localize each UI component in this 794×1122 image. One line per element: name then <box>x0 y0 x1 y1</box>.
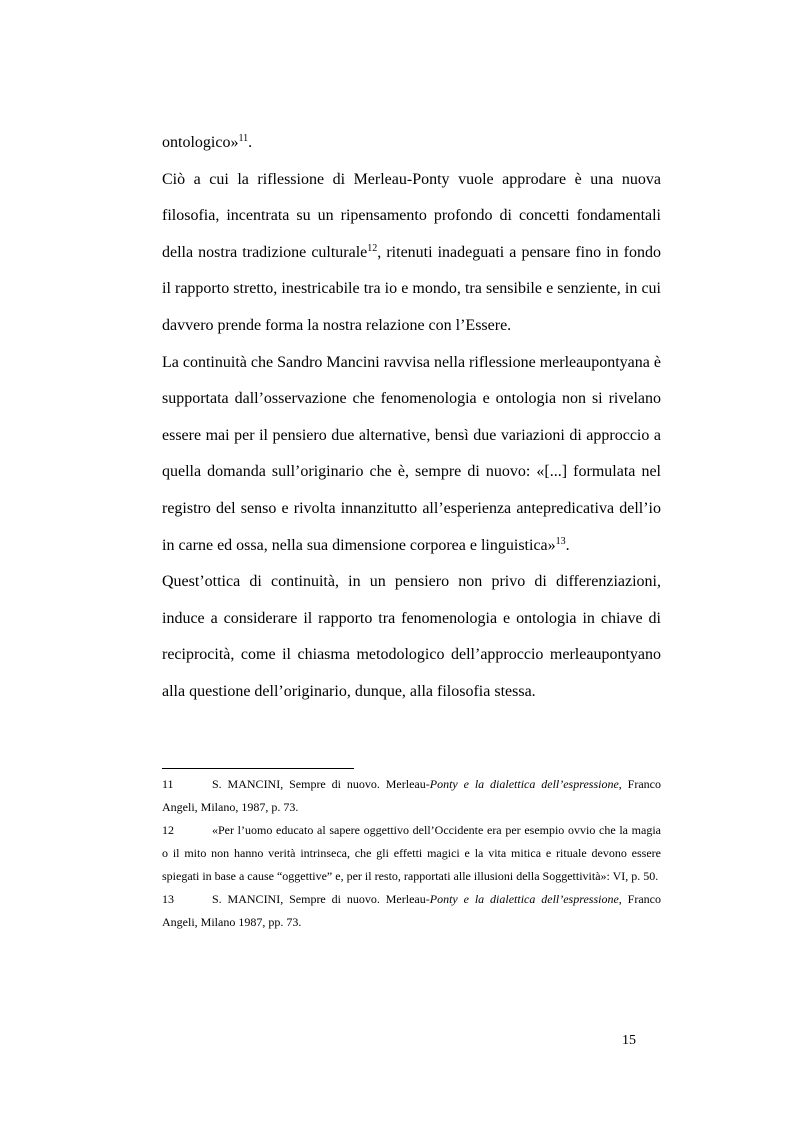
footnote-number: 13 <box>162 892 174 906</box>
paragraph-2: Ciò a cui la riflessione di Merleau-Ponty vuole approdare è una nuova filosofia, incentrata su un ripensamento profondo di concetti fondamentali della nostra tradizione culturale$^{12}$, ritenuti inadeguati a pensare fino in fondo il rapporto stretto, inestricabile tra io e mondo, tra sensibile e senziente, in cui davvero prende forma la nostra relazione con l’Essere. <box>162 170 662 334</box>
footnote-separator <box>162 768 354 769</box>
body-text <box>162 125 661 711</box>
footnote-13: 13 S. MANCINI, Sempre di nuovo. Merleau-Ponty e la dialettica dell’espressione, Franco Angeli, Milano 1987, pp. 73. <box>162 888 661 934</box>
footnote-11: 11 S. MANCINI, Sempre di nuovo. Merleau-Ponty e la dialettica dell’espressione, Franco Angeli, Milano, 1987, p. 73. <box>162 773 661 819</box>
footnote-12: 12 «Per l’uomo educato al sapere oggettivo dell’Occidente era per esempio ovvio che la magia o il mito non hanno verità intrinseca, che gli effetti magici e la vita mitica e rituale devono essere spiegati in base a cause “oggettive” e, per il resto, rapportati alle illusioni della Soggettività»: VI, p. 50. <box>162 819 661 888</box>
footnote-number: 12 <box>162 823 174 837</box>
paragraph-4: Quest’ottica di continuità, in un pensiero non privo di differenziazioni, induce a considerare il rapporto tra fenomenologia e ontologia in chiave di reciprocità, come il chiasma metodologico dell’approccio merleaupontyano alla questione dell’originario, dunque, alla filosofia stessa. <box>162 573 661 700</box>
footnotes <box>162 773 661 934</box>
page-number: 15 <box>622 1033 636 1048</box>
paragraph-1: ontologico»$^{11}$. <box>162 133 253 151</box>
footnote-ref-12[interactable]: 12 <box>367 242 378 254</box>
footnote-ref-11[interactable]: 11 <box>238 133 249 144</box>
paragraph-3: La continuità che Sandro Mancini ravvisa nella riflessione merleaupontyana è supportata dall’osservazione che fenomenologia e ontologia non si rivelano essere mai per il pensiero due alternative, bensì due variazioni di approccio a quella domanda sull’originario che è, sempre di nuovo: «[...] formulata nel registro del senso e rivolta innanzitutto all’esperienza antepredicativa dell’io in carne ed ossa, nella sua dimensione corporea e linguistica»$^{13}$. <box>162 353 661 554</box>
footnote-number: 11 <box>162 777 174 791</box>
footnote-ref-13[interactable]: 13 <box>555 535 566 547</box>
